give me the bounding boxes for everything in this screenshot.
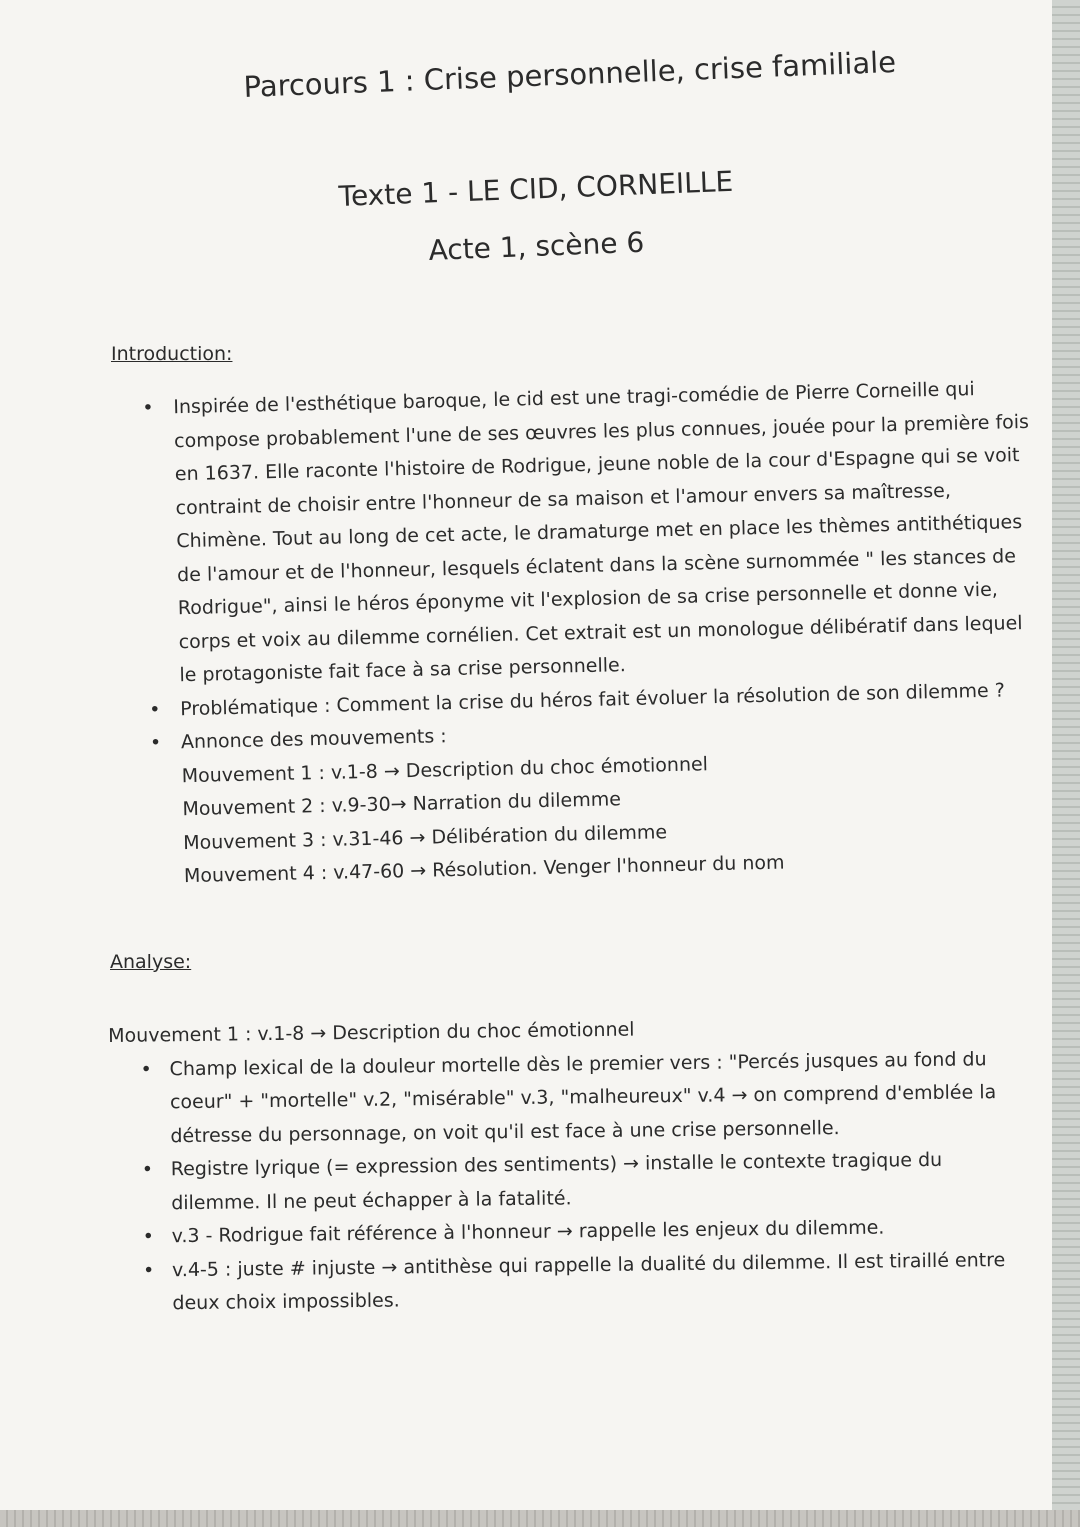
introduction-section — [142, 373, 1030, 894]
intro-line: compose probablement l'une de ses œuvres les plus connues, jouée pour la première fois — [173, 410, 1030, 452]
analyse-line: coeur" + "mortelle" v.2, "misérable" v.3, "malheureux" v.4 → on comprend d'emblée la — [169, 1081, 997, 1114]
mouvement-heading: Mouvement 1 : v.1-8 → Description du choc émotionnel — [108, 1018, 635, 1047]
intro-line: Chimène. Tout au long de cet acte, le dramaturge met en place les thèmes antithétiques — [176, 511, 1023, 553]
analyse-line: v.4-5 : juste # injuste → antithèse qui rappelle la dualité du dilemme. Il est tiraillé entre — [171, 1248, 1006, 1281]
bullet-icon: • — [142, 1258, 155, 1282]
mouvement-item: Mouvement 2 : v.9-30→ Narration du dilemme — [182, 788, 622, 821]
intro-line: contraint de choisir entre l'honneur de sa maison et l'amour envers sa maîtresse, — [175, 479, 952, 519]
text-title: Texte 1 - LE CID, CORNEILLE — [338, 164, 734, 213]
analyse-bullet — [142, 1144, 961, 1221]
intro-line: Inspirée de l'esthétique baroque, le cid est une tragi-comédie de Pierre Corneille qui — [173, 378, 975, 419]
bullet-icon: • — [141, 1158, 154, 1181]
annonce-mouvements — [150, 708, 974, 894]
intro-line: en 1637. Elle raconte l'histoire de Rodrigue, jeune noble de la cour d'Espagne qui se voit — [174, 444, 1020, 486]
notebook-edge — [1052, 0, 1080, 1527]
intro-line: le protagoniste fait face à sa crise personnelle. — [179, 654, 627, 687]
annonce-text: Annonce des mouvements : — [180, 725, 447, 754]
mouvement-item: Mouvement 3 : v.31-46 → Délibération du dilemme — [182, 820, 668, 854]
intro-line: Rodrigue", ainsi le héros éponyme vit l'explosion de sa crise personnelle et donne vie, — [177, 578, 999, 620]
introduction-label: Introduction: — [111, 343, 233, 365]
analyse-bullet — [142, 1244, 1006, 1321]
analyse-line: Champ lexical de la douleur mortelle dès le premier vers : "Percés jusques au fond du — [169, 1047, 987, 1080]
intro-line: corps et voix au dilemme cornélien. Cet extrait est un monologue délibératif dans lequel — [178, 611, 1023, 653]
analyse-line: détresse du personnage, on voit qu'il est face à une crise personnelle. — [170, 1116, 840, 1147]
scene-title: Acte 1, scène 6 — [428, 225, 645, 267]
analyse-label: Analyse: — [110, 951, 192, 973]
notebook-bottom-edge — [0, 1510, 1080, 1527]
analyse-line: v.3 - Rodrigue fait référence à l'honneur → rappelle les enjeux du dilemme. — [171, 1216, 885, 1248]
bullet-icon: • — [142, 396, 154, 419]
analyse-section — [108, 1010, 1006, 1322]
bullet-icon: • — [140, 1057, 152, 1081]
intro-line: de l'amour et de l'honneur, lesquels éclatent dans la scène surnommée " les stances de — [176, 544, 1017, 586]
analyse-line: dilemme. Il ne peut échapper à la fatalité. — [171, 1186, 572, 1214]
bullet-icon: • — [148, 698, 161, 721]
intro-paragraph — [142, 373, 1030, 693]
analyse-bullet — [140, 1043, 997, 1153]
mouvement-item: Mouvement 4 : v.47-60 → Résolution. Venger l'honneur du nom — [183, 851, 785, 888]
problematique-text: Problématique : Comment la crise du héros fait évoluer la résolution de son dilemme ? — [179, 679, 1006, 720]
mouvement-item: Mouvement 1 : v.1-8 → Description du choc émotionnel — [181, 752, 709, 787]
bullet-icon: • — [149, 731, 162, 754]
page-title: Parcours 1 : Crise personnelle, crise familiale — [243, 44, 897, 104]
analyse-bullets — [140, 1043, 1006, 1321]
analyse-line: Registre lyrique (= expression des sentiments) → installe le contexte tragique du — [170, 1148, 943, 1181]
bullet-icon: • — [142, 1225, 155, 1248]
analyse-line: deux choix impossibles. — [172, 1289, 400, 1315]
